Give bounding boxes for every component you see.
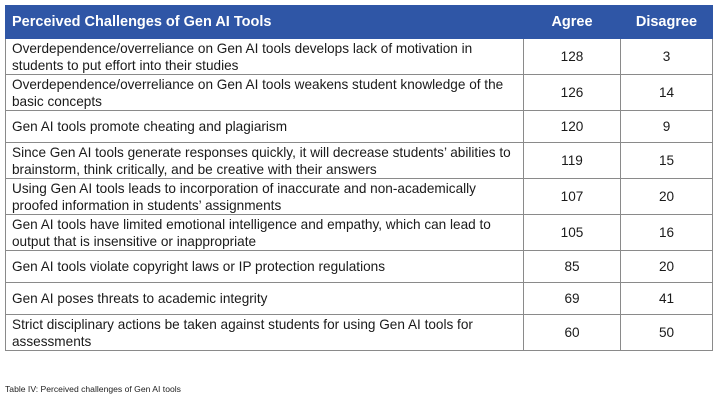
challenge-cell: Overdependence/overreliance on Gen AI tools develops lack of motivation in students to put effort into their studies [6, 39, 524, 75]
disagree-cell: 9 [621, 111, 713, 143]
table-row [6, 251, 713, 283]
challenge-cell: Gen AI tools promote cheating and plagiarism [6, 111, 524, 143]
table-header-row [6, 6, 713, 39]
table-row [6, 215, 713, 251]
challenge-cell: Strict disciplinary actions be taken against students for using Gen AI tools for assessments [6, 315, 524, 351]
agree-cell: 69 [524, 283, 621, 315]
agree-cell: 120 [524, 111, 621, 143]
agree-cell: 85 [524, 251, 621, 283]
disagree-cell: 15 [621, 143, 713, 179]
disagree-cell: 16 [621, 215, 713, 251]
disagree-cell: 50 [621, 315, 713, 351]
table-caption: Table IV: Perceived challenges of Gen AI tools [5, 384, 181, 394]
table-row [6, 39, 713, 75]
header-challenge: Perceived Challenges of Gen AI Tools [6, 6, 524, 39]
table-row [6, 315, 713, 351]
agree-cell: 126 [524, 75, 621, 111]
table-row [6, 75, 713, 111]
disagree-cell: 20 [621, 251, 713, 283]
challenge-cell: Since Gen AI tools generate responses quickly, it will decrease students’ abilities to brainstorm, think critically, and be creative with their answers [6, 143, 524, 179]
disagree-cell: 14 [621, 75, 713, 111]
disagree-cell: 41 [621, 283, 713, 315]
agree-cell: 128 [524, 39, 621, 75]
agree-cell: 105 [524, 215, 621, 251]
header-disagree: Disagree [621, 6, 713, 39]
challenge-cell: Gen AI tools violate copyright laws or IP protection regulations [6, 251, 524, 283]
challenge-cell: Gen AI tools have limited emotional intelligence and empathy, which can lead to output that is insensitive or inappropriate [6, 215, 524, 251]
challenge-cell: Using Gen AI tools leads to incorporation of inaccurate and non-academically proofed information in students’ assignments [6, 179, 524, 215]
challenge-cell: Gen AI poses threats to academic integrity [6, 283, 524, 315]
table-row [6, 179, 713, 215]
header-agree: Agree [524, 6, 621, 39]
table-row [6, 111, 713, 143]
disagree-cell: 20 [621, 179, 713, 215]
disagree-cell: 3 [621, 39, 713, 75]
challenges-table [5, 5, 713, 351]
agree-cell: 119 [524, 143, 621, 179]
table-row [6, 143, 713, 179]
challenge-cell: Overdependence/overreliance on Gen AI tools weakens student knowledge of the basic concepts [6, 75, 524, 111]
agree-cell: 60 [524, 315, 621, 351]
table-row [6, 283, 713, 315]
agree-cell: 107 [524, 179, 621, 215]
